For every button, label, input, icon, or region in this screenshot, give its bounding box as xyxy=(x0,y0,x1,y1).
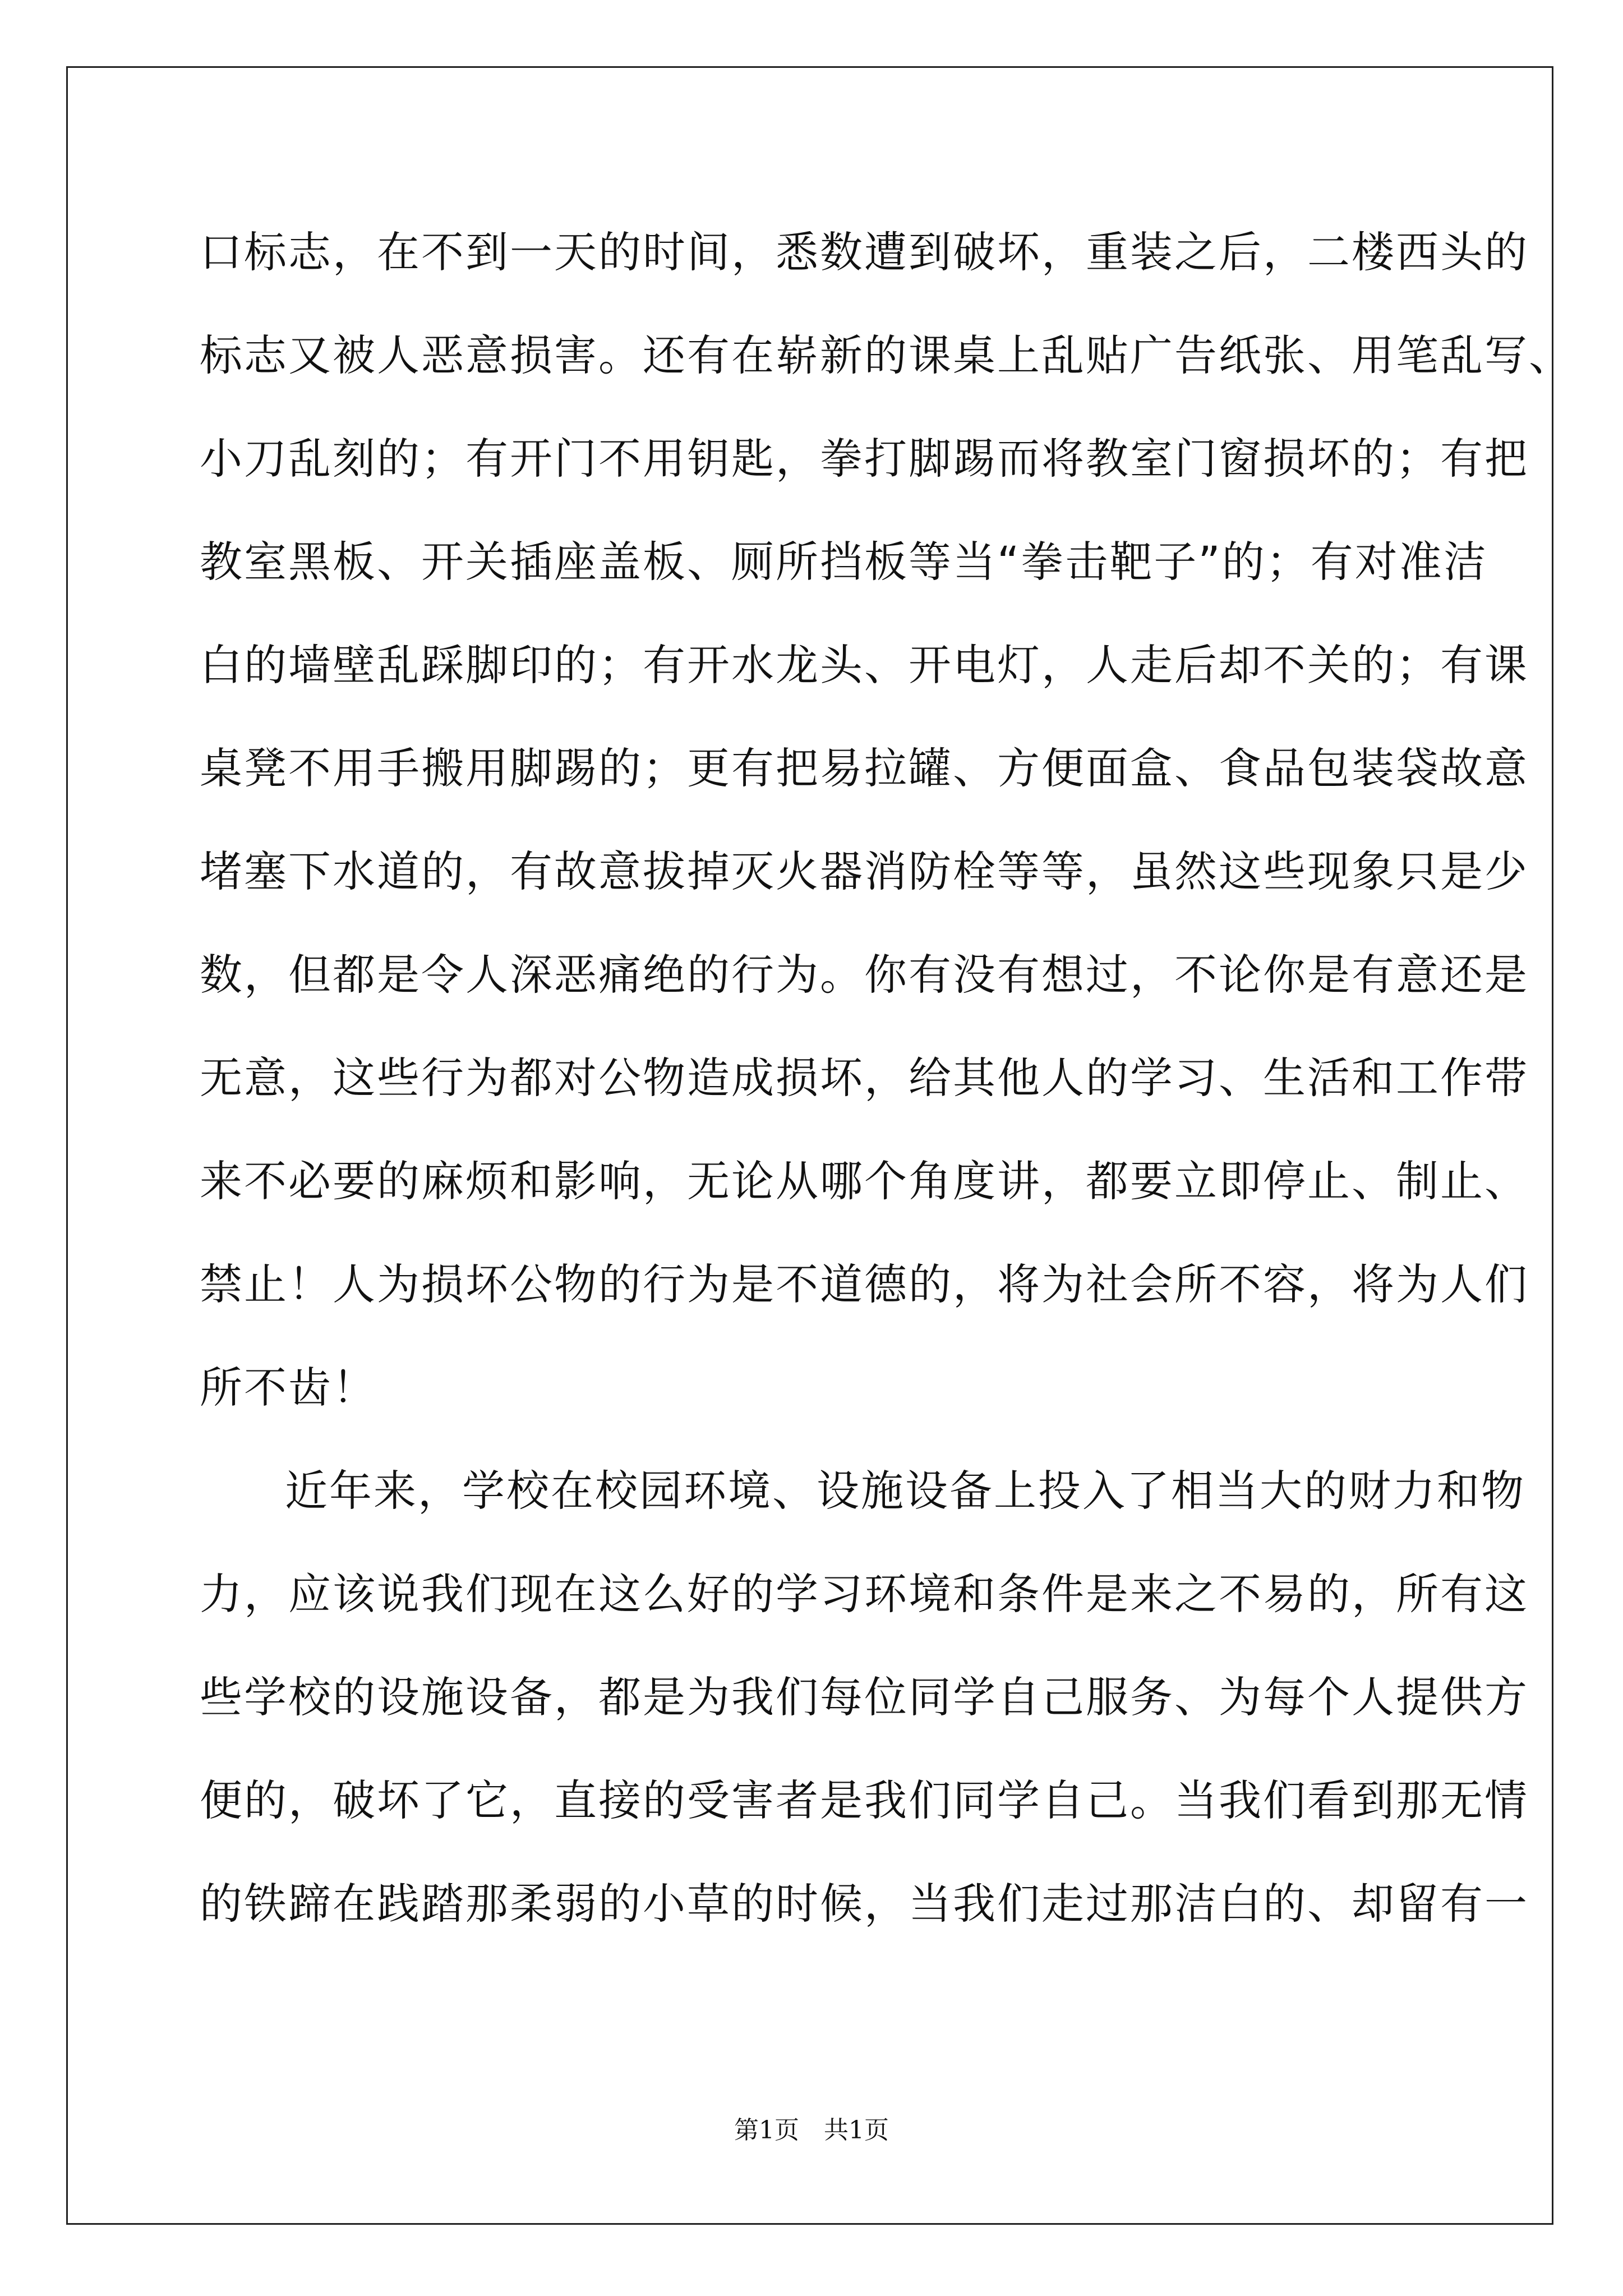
text-line: 的铁蹄在践踏那柔弱的小草的时候，当我们走过那洁白的、却留有一 xyxy=(200,1879,1529,1929)
text-line: 数，但都是令人深恶痛绝的行为。你有没有想过，不论你是有意还是 xyxy=(200,950,1529,1000)
text-line: 所不齿！ xyxy=(200,1363,377,1412)
text-line: 力，应该说我们现在这么好的学习环境和条件是来之不易的，所有这 xyxy=(200,1569,1529,1619)
paragraph-first-line: 近年来，学校在校园环境、设施设备上投入了相当大的财力和物 xyxy=(285,1466,1525,1516)
text-line: 无意，这些行为都对公物造成损坏，给其他人的学习、生活和工作带 xyxy=(200,1053,1529,1103)
page-footer: 第1页 共1页 xyxy=(734,2116,889,2145)
text-line: 来不必要的麻烦和影响，无论从哪个角度讲，都要立即停止、制止、 xyxy=(200,1156,1529,1206)
text-line: 白的墙壁乱踩脚印的；有开水龙头、开电灯，人走后却不关的；有课 xyxy=(200,640,1529,690)
text-line: 堵塞下水道的，有故意拔掉灭火器消防栓等等，虽然这些现象只是少 xyxy=(200,846,1529,896)
text-line: 便的，破坏了它，直接的受害者是我们同学自己。当我们看到那无情 xyxy=(200,1775,1529,1825)
text-line: 桌凳不用手搬用脚踢的；更有把易拉罐、方便面盒、食品包装袋故意 xyxy=(200,743,1529,793)
text-line: 教室黑板、开关插座盖板、厕所挡板等当“拳击靶子”的；有对准洁 xyxy=(200,537,1488,587)
text-line: 标志又被人恶意损害。还有在崭新的课桌上乱贴广告纸张、用笔乱写、 xyxy=(200,330,1573,380)
text-line: 口标志，在不到一天的时间，悉数遭到破坏，重装之后，二楼西头的 xyxy=(200,227,1529,277)
text-line: 些学校的设施设备，都是为我们每位同学自己服务、为每个人提供方 xyxy=(200,1672,1529,1722)
text-line: 禁止！人为损坏公物的行为是不道德的，将为社会所不容，将为人们 xyxy=(200,1259,1529,1309)
text-line: 小刀乱刻的；有开门不用钥匙，拳打脚踢而将教室门窗损坏的；有把 xyxy=(200,434,1529,484)
